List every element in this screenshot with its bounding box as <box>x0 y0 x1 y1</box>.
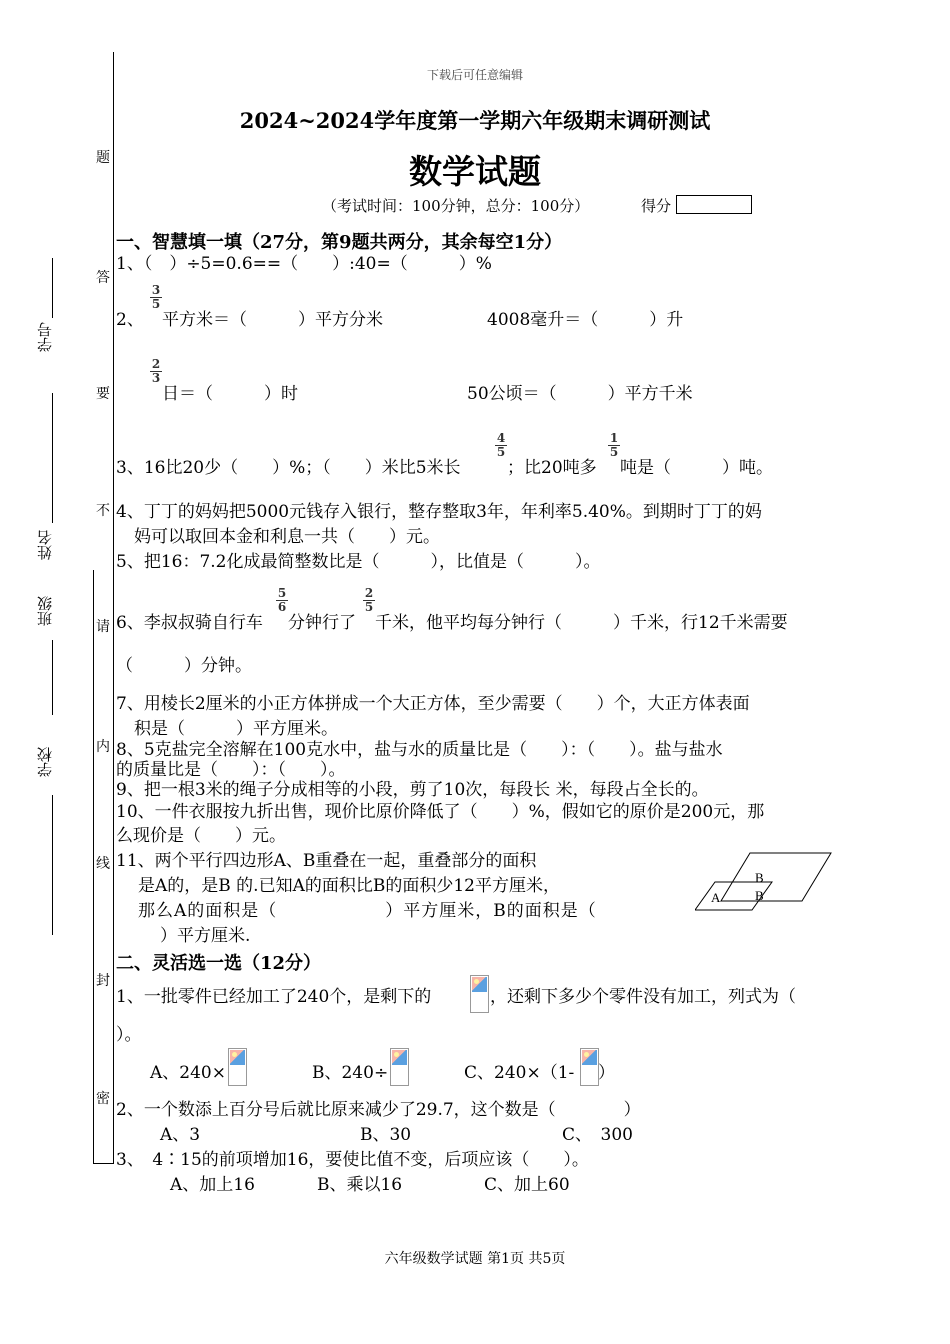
fraction: $\frac{2}{5}$ <box>364 586 374 614</box>
seal-char: 线 <box>96 856 110 872</box>
broken-image-icon <box>228 1048 247 1086</box>
page-footer: 六年级数学试题 第1页 共5页 <box>384 1251 566 1267</box>
seal-char: 请 <box>96 619 110 635</box>
seal-char: 内 <box>96 739 110 755</box>
question-2b: 4008毫升＝（ ）升 <box>487 310 684 330</box>
s2-question-2: 2、一个数添上百分号后就比原来减少了29.7，这个数是（ ） <box>116 1100 641 1120</box>
school-blank <box>52 795 53 935</box>
s2-q2-option-a: A、3 <box>160 1125 201 1145</box>
fraction: $\frac{2}{3}$ <box>151 357 161 385</box>
label-b-lower: B <box>755 888 764 903</box>
question-7-line1: 7、用棱长2厘米的小正方体拼成一个大正方体，至少需要（ ）个，大正方体表面 <box>116 694 750 714</box>
subject-title: 数学试题 <box>409 152 541 191</box>
s2-q3-option-a: A、加上16 <box>170 1175 255 1195</box>
label-b-upper: B <box>755 870 764 885</box>
parallelogram-b <box>721 853 831 901</box>
class-blank <box>52 640 53 715</box>
question-8-line2: 的质量比是（ ）：（ ）。 <box>116 760 346 780</box>
binding-line-outer <box>113 52 114 1164</box>
fraction: $\frac{1}{5}$ <box>609 431 619 459</box>
s2-q3-option-b: B、乘以16 <box>317 1175 403 1195</box>
question-3b: ；比20吨多 <box>507 458 597 478</box>
seal-char: 不 <box>96 503 110 519</box>
question-7-line2: 积是（ ）平方厘米。 <box>134 719 338 739</box>
s2-q2-option-c: C、 300 <box>562 1125 633 1145</box>
class-label: 班级 <box>36 596 54 626</box>
question-6a: 6、李叔叔骑自行车 <box>116 613 263 633</box>
section2-title: 二、灵活选一选（12分） <box>116 953 322 974</box>
section1-title: 一、智慧填一填（27分，第9题共两分，其余每空1分） <box>116 232 563 253</box>
s2-q1-option-a: A、240× <box>150 1063 226 1083</box>
question-3a: 3、16比20少（ ）%；（ ）米比5米长 <box>116 458 461 478</box>
s2-question-1-line2: ）。 <box>116 1025 142 1045</box>
broken-image-icon <box>470 975 489 1013</box>
exam-info: （考试时间：100分钟，总分：100分） <box>322 197 590 215</box>
question-2d: 50公顷＝（ ）平方千米 <box>467 384 693 404</box>
question-11-line2: 是A的，是B 的.已知A的面积比B的面积少12平方厘米， <box>138 876 560 896</box>
question-10-line1: 10、一件衣服按九折出售，现价比原价降低了（ ）%，假如它的原价是200元，那 <box>116 802 765 822</box>
score-label: 得分 <box>641 197 672 215</box>
question-11-line4: ）平方厘米. <box>160 926 251 946</box>
fraction: $\frac{3}{5}$ <box>151 283 161 311</box>
seal-char: 题 <box>96 150 110 166</box>
s2-q2-option-b: B、30 <box>360 1125 412 1145</box>
s2-q3-option-c: C、加上60 <box>484 1175 570 1195</box>
s2-q1-option-c: C、240×（1- <box>464 1063 575 1083</box>
question-2c: 日＝（ ）时 <box>162 384 298 404</box>
seal-char: 要 <box>96 386 110 402</box>
question-6-line2: （ ）分钟。 <box>116 656 252 676</box>
header-note: 下载后可任意编辑 <box>426 68 523 82</box>
question-2-number: 2、 <box>116 310 144 330</box>
question-11-line3: 那么A的面积是（ ）平方厘米，B的面积是（ <box>138 901 597 921</box>
question-8-line1: 8、5克盐完全溶解在100克水中，盐与水的质量比是（ ）：（ ）。盐与盐水 <box>116 740 723 760</box>
question-6b: 分钟行了 <box>288 613 356 633</box>
page-title: 2024~2024学年度第一学期六年级期末调研测试 <box>239 108 711 133</box>
label-a: A <box>711 890 721 905</box>
name-label: 姓名 <box>36 530 54 560</box>
student-id-label: 学号 <box>36 322 54 352</box>
broken-image-icon <box>390 1048 409 1086</box>
score-box[interactable] <box>676 195 752 214</box>
seal-char: 封 <box>96 973 110 989</box>
s2-q1-option-c-close: ） <box>598 1063 615 1083</box>
broken-image-icon <box>580 1048 599 1086</box>
binding-line-inner <box>93 570 94 1164</box>
fraction: $\frac{5}{6}$ <box>277 586 287 614</box>
name-blank <box>52 393 53 523</box>
question-3c: 吨是（ ）吨。 <box>620 458 773 478</box>
seal-char: 答 <box>96 270 110 286</box>
student-id-blank <box>52 258 53 318</box>
s2-question-1-line1b: ，还剩下多少个零件没有加工，列式为（ <box>490 987 796 1007</box>
question-4-line2: 妈可以取回本金和利息一共（ ）元。 <box>134 527 440 547</box>
question-2a: 平方米＝（ ）平方分米 <box>162 310 383 330</box>
question-10-line2: 么现价是（ ）元。 <box>116 826 286 846</box>
parallelogram-figure <box>695 848 835 914</box>
question-1: 1、（ ）÷5=0.6==（ ）:40=（ ）% <box>116 254 492 274</box>
question-5: 5、把16：7.2化成最简整数比是（ ），比值是（ ）。 <box>116 552 601 572</box>
s2-q1-option-b: B、240÷ <box>312 1063 389 1083</box>
question-11-line1: 11、两个平行四边形A、B重叠在一起，重叠部分的面积 <box>116 851 537 871</box>
seal-char: 密 <box>96 1091 110 1107</box>
binding-line-bottom <box>93 1163 114 1164</box>
s2-question-1-line1a: 1、一批零件已经加工了240个，是剩下的 <box>116 987 432 1007</box>
question-4-line1: 4、丁丁的妈妈把5000元钱存入银行，整存整取3年，年利率5.40%。到期时丁丁的妈 <box>116 502 762 522</box>
school-label: 学校 <box>36 747 54 777</box>
fraction: $\frac{4}{5}$ <box>496 431 506 459</box>
question-9: 9、把一根3米的绳子分成相等的小段，剪了10次，每段长 米，每段占全长的。 <box>116 780 709 800</box>
s2-question-3: 3、 4∶15的前项增加16，要使比值不变，后项应该（ ）。 <box>116 1150 589 1170</box>
question-6c: 千米，他平均每分钟行（ ）千米，行12千米需要 <box>375 613 788 633</box>
